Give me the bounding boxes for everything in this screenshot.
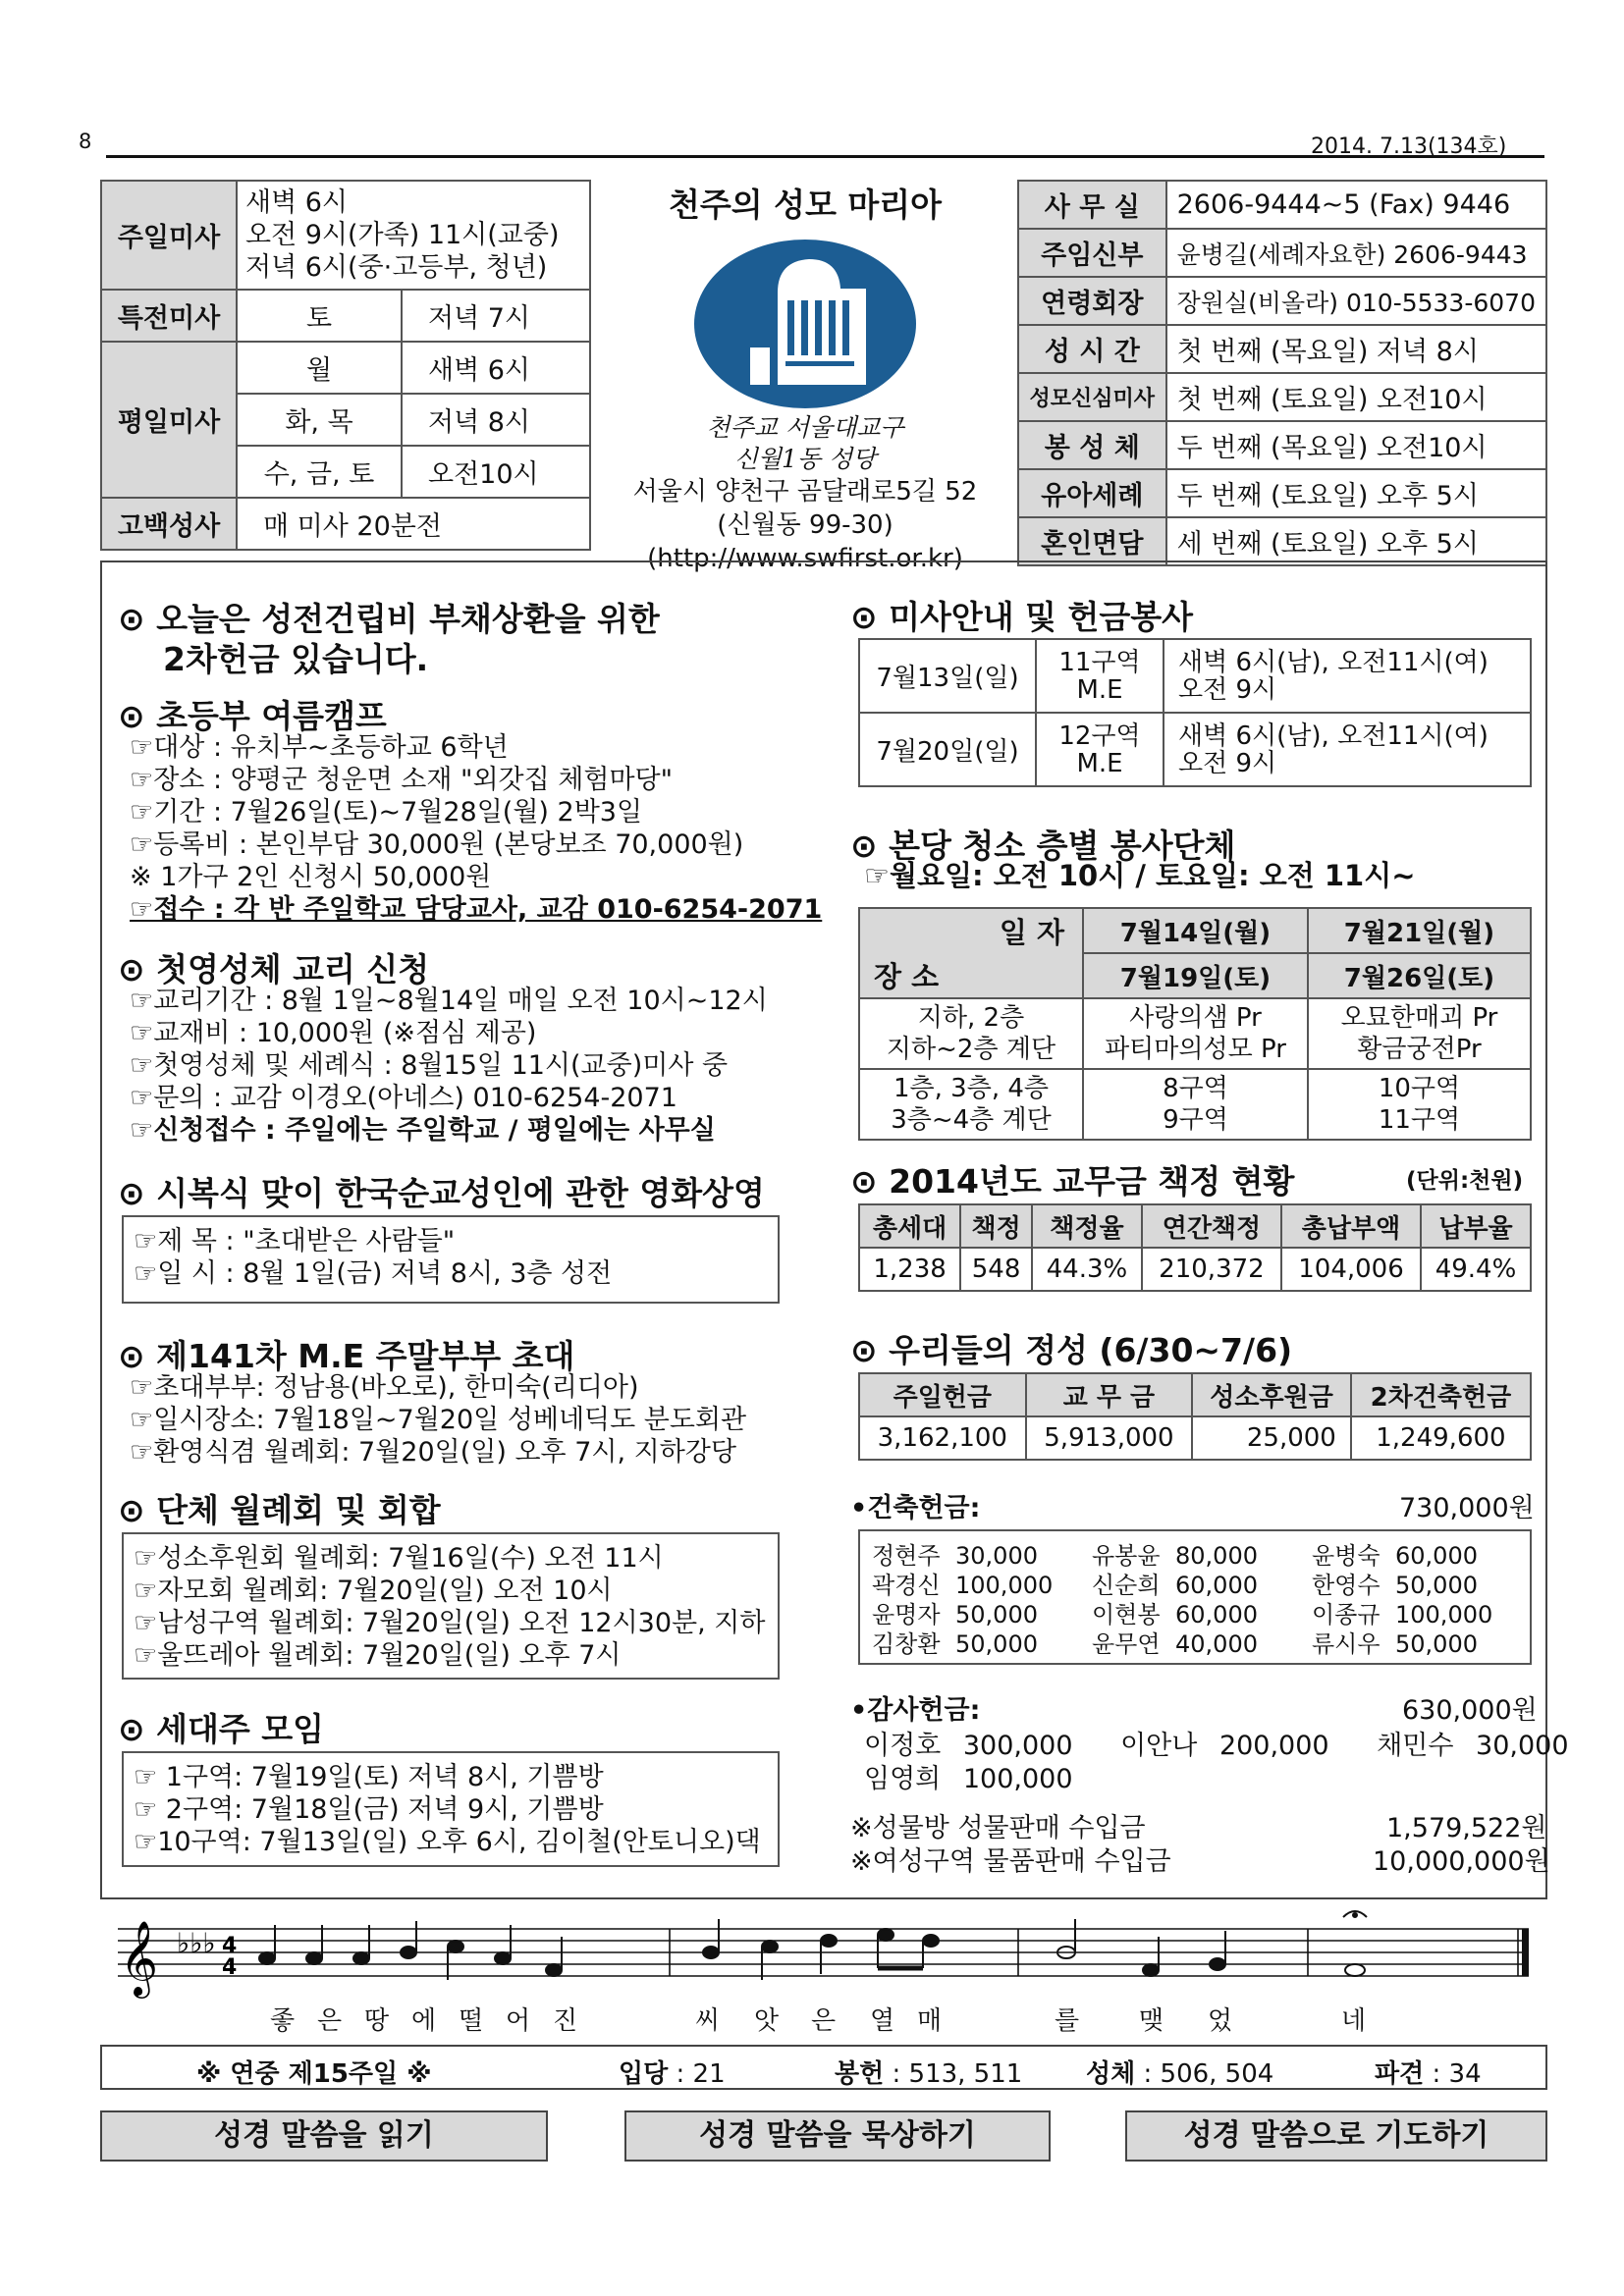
- lyric-syllable: 앗: [754, 2006, 780, 2036]
- offering-header: 교 무 금: [1026, 1373, 1193, 1416]
- liturgy-bar: [100, 2045, 1547, 2090]
- header-rule: [106, 155, 1544, 158]
- list-item: ☞일 시 : 8월 1일(금) 저녁 8시, 3층 성전: [134, 1258, 613, 1289]
- sales-label: ※성물방 성물판매 수입금: [850, 1813, 1146, 1843]
- lyric-syllable: 떨: [459, 2006, 484, 2036]
- pray-scripture-button[interactable]: 성경 말씀으로 기도하기: [1125, 2110, 1547, 2162]
- list-item: ☞첫영성체 및 세례식 : 8월15일 11시(교중)미사 중: [130, 1050, 729, 1081]
- donor-name: 이정호: [864, 1731, 942, 1761]
- mass-group: 12구역: [1058, 721, 1141, 751]
- donor-amount: 100,000: [955, 1572, 1054, 1599]
- confession-label: 고백성사: [101, 498, 237, 550]
- donor-amount: 50,000: [955, 1601, 1038, 1629]
- donor-amount: 60,000: [1175, 1601, 1258, 1629]
- cleaning-header-place: 장 소: [859, 953, 1083, 998]
- meetings-section-title: ⊙ 단체 월례회 및 회합: [118, 1491, 441, 1529]
- list-item: ☞교리기간 : 8월 1일~8월14일 매일 오전 10시~12시: [130, 986, 768, 1016]
- list-item: ☞접수 : 각 반 주일학교 담당교사, 교감 010-6254-2071: [130, 894, 823, 925]
- offering-value: 25,000: [1192, 1416, 1351, 1460]
- cleaning-group: 8구역: [1163, 1074, 1228, 1103]
- patron-title: 천주의 성모 마리아: [668, 186, 942, 224]
- cleaning-group: 10구역: [1378, 1074, 1461, 1103]
- donor-amount: 60,000: [1175, 1572, 1258, 1599]
- page-number: 8: [79, 130, 92, 153]
- mass-time: 오전 9시: [1178, 748, 1277, 778]
- contact-value: 세 번째 (토요일) 오후 5시: [1166, 517, 1546, 565]
- lyric-syllable: 에: [411, 2006, 437, 2036]
- contact-table: [1017, 180, 1547, 566]
- hymn-label: 입당: [619, 2059, 669, 2089]
- donor-name: 신순희: [1092, 1572, 1161, 1599]
- list-item: ☞남성구역 월례회: 7월20일(일) 오전 12시30분, 지하: [134, 1608, 766, 1638]
- thanks-offering-line: [864, 1763, 1073, 1795]
- camp-section-title: ⊙ 초등부 여름캠프: [118, 697, 387, 735]
- cleaning-group: 사랑의샘 Pr: [1129, 1003, 1262, 1033]
- dues-header: 총세대: [859, 1204, 960, 1248]
- contact-value: 두 번째 (토요일) 오후 5시: [1166, 469, 1546, 517]
- confession-text: 매 미사 20분전: [237, 498, 590, 550]
- donor-amount: 50,000: [1395, 1630, 1478, 1658]
- mass-date: 7월20일(일): [859, 713, 1036, 786]
- donor-name: 윤병숙: [1312, 1542, 1380, 1570]
- list-item: ☞장소 : 양평군 청운면 소재 "외갓집 체험마당": [130, 765, 674, 795]
- hymn-label: 파견: [1375, 2059, 1425, 2089]
- hymn-offertory: [835, 2054, 1022, 2090]
- hymn-label: 성체: [1086, 2059, 1136, 2089]
- offering-value: 3,162,100: [859, 1416, 1026, 1460]
- donor-amount: 100,000: [962, 1764, 1073, 1794]
- dues-header: 책정율: [1032, 1204, 1142, 1248]
- donor-name: 유봉윤: [1092, 1542, 1161, 1570]
- dues-value: 548: [960, 1248, 1032, 1291]
- meetings-section-box: [122, 1532, 780, 1680]
- mass-schedule-table: [100, 180, 591, 551]
- sales-value: 10,000,000원: [1373, 1846, 1550, 1877]
- lyric-syllable: 어: [506, 2006, 531, 2036]
- dues-unit: (단위:천원): [1406, 1168, 1524, 1194]
- cleaning-group: 파티마의성모 Pr: [1105, 1035, 1286, 1064]
- film-section-title: ⊙ 시복식 맞이 한국순교성인에 관한 영화상영: [118, 1174, 765, 1212]
- time-signature: 4: [222, 1955, 238, 1980]
- cleaning-date: 7월14일(월): [1083, 908, 1308, 953]
- music-notes: [259, 1911, 1367, 1980]
- contact-value: 첫 번째 (목요일) 저녁 8시: [1166, 325, 1546, 373]
- read-scripture-button[interactable]: 성경 말씀을 읽기: [100, 2110, 548, 2162]
- weekday-day: 화, 목: [237, 394, 402, 446]
- donor-name: 이안나: [1120, 1731, 1198, 1761]
- parish-signature: [614, 412, 997, 475]
- dues-table: [858, 1203, 1532, 1292]
- mass-group: M.E: [1076, 748, 1123, 778]
- signature-line: 신월1동 성당: [733, 445, 877, 473]
- cleaning-date: 7월21일(월): [1308, 908, 1531, 953]
- treble-clef-icon: 𝄞: [120, 1920, 159, 1996]
- list-item: ☞등록비 : 본인부담 30,000원 (본당보조 70,000원): [130, 829, 744, 860]
- household-section-title: ⊙ 세대주 모임: [118, 1710, 325, 1748]
- thanks-offering-label: •감사헌금:: [850, 1695, 981, 1726]
- cleaning-table: [858, 907, 1532, 1141]
- offering-table: [858, 1372, 1532, 1461]
- contact-value: 장원실(비올라) 010-5533-6070: [1166, 277, 1546, 325]
- cleaning-group: 오묘한매괴 Pr: [1340, 1003, 1498, 1033]
- contact-label: 주임신부: [1018, 229, 1166, 277]
- lyric-syllable: 진: [553, 2006, 578, 2036]
- offering-header: 성소후원금: [1192, 1373, 1351, 1416]
- lyric-syllable: 좋: [270, 2006, 296, 2036]
- lyric-syllable: 었: [1208, 2006, 1233, 2036]
- notice-title: 2차헌금 있습니다.: [163, 640, 429, 678]
- mass-guide-table: [858, 638, 1532, 787]
- hymn-label: 봉헌: [835, 2059, 885, 2089]
- contact-label: 성모신심미사: [1018, 373, 1166, 421]
- weekday-time: 새벽 6시: [402, 342, 590, 394]
- donor-amount: 100,000: [1395, 1601, 1493, 1629]
- hymn-entrance: [619, 2054, 726, 2090]
- donor-column: [1092, 1541, 1258, 1659]
- contact-value: 첫 번째 (토요일) 오전10시: [1166, 373, 1546, 421]
- list-item: ☞ 1구역: 7월19일(토) 저녁 8시, 기쁨방: [134, 1762, 604, 1792]
- building-fund-box: [858, 1529, 1532, 1665]
- contact-label: 연령회장: [1018, 277, 1166, 325]
- list-item: ☞10구역: 7월13일(일) 오후 6시, 김이철(안토니오)댁: [134, 1827, 761, 1857]
- list-item: ☞울뜨레아 월례회: 7월20일(일) 오후 7시: [134, 1640, 622, 1671]
- building-fund-total: 730,000원: [1399, 1493, 1535, 1523]
- church-emblem-icon: [691, 238, 919, 410]
- cleaning-place: 지하~2층 계단: [886, 1035, 1056, 1064]
- donor-name: 이종규: [1312, 1601, 1380, 1629]
- list-item: ☞신청접수 : 주일에는 주일학교 / 평일에는 사무실: [130, 1115, 716, 1146]
- special-mass-day: 토: [237, 290, 402, 342]
- weekday-time: 오전10시: [402, 446, 590, 498]
- signature-line: 천주교 서울대교구: [706, 413, 904, 442]
- website-link[interactable]: (http://www.swfirst.or.kr): [647, 544, 963, 573]
- sunday-time-1: 새벽 6시: [245, 187, 349, 218]
- sunday-week: ※ 연중 제15주일 ※: [196, 2059, 432, 2089]
- donor-name: 류시우: [1312, 1630, 1380, 1658]
- donor-amount: 300,000: [962, 1731, 1073, 1761]
- communion-section-list: [130, 985, 768, 1147]
- list-item: ☞초대부부: 정남용(바오로), 한미숙(리디아): [130, 1372, 639, 1403]
- camp-section-list: [130, 731, 822, 926]
- special-mass-time: 저녁 7시: [402, 290, 590, 342]
- lyric-syllable: 맺: [1139, 2006, 1164, 2036]
- donor-amount: 60,000: [1395, 1542, 1478, 1570]
- dues-value: 44.3%: [1032, 1248, 1142, 1291]
- list-item: ☞성소후원회 월례회: 7월16일(수) 오전 11시: [134, 1543, 664, 1574]
- donor-name: 윤명자: [872, 1601, 941, 1629]
- lyric-syllable: 네: [1341, 2006, 1367, 2036]
- mass-date: 7월13일(일): [859, 639, 1036, 713]
- offering-value: 5,913,000: [1026, 1416, 1193, 1460]
- cleaning-header-date: 일 자: [859, 908, 1083, 953]
- notice-title: ⊙ 오늘은 성전건립비 부채상환을 위한: [118, 600, 660, 638]
- cleaning-group: 황금궁전Pr: [1357, 1035, 1482, 1064]
- cleaning-group: 9구역: [1163, 1105, 1228, 1135]
- donor-name: 정현주: [872, 1542, 941, 1570]
- list-item: ☞교재비 : 10,000원 (※점심 제공): [130, 1018, 537, 1048]
- cleaning-place: 지하, 2층: [917, 1003, 1025, 1033]
- donor-amount: 200,000: [1218, 1731, 1329, 1761]
- sunday-mass-label: 주일미사: [101, 181, 237, 290]
- list-item: ☞ 2구역: 7월18일(금) 저녁 9시, 기쁨방: [134, 1794, 604, 1825]
- flat-sign-icon: ♭♭♭: [177, 1927, 216, 1959]
- mass-time: 새벽 6시(남), 오전11시(여): [1178, 647, 1489, 677]
- contact-value: 윤병길(세례자요한) 2606-9443: [1166, 229, 1546, 277]
- sales-value: 1,579,522원: [1386, 1813, 1547, 1843]
- donor-amount: 30,000: [955, 1542, 1038, 1570]
- donor-name: 이현봉: [1092, 1601, 1161, 1629]
- hymn-number: : 513, 511: [892, 2059, 1023, 2089]
- donor-column: [1312, 1541, 1493, 1659]
- lyric-syllable: 땅: [364, 2006, 390, 2036]
- mass-group: M.E: [1076, 674, 1123, 705]
- time-signature: 4: [222, 1934, 238, 1958]
- address-line: (신월동 99-30): [717, 510, 893, 540]
- contact-value: 2606-9444~5 (Fax) 9446: [1166, 181, 1546, 229]
- donor-name: 윤무연: [1092, 1630, 1161, 1658]
- hymn-number: : 34: [1432, 2059, 1482, 2089]
- cleaning-title: ⊙ 본당 청소 층별 봉사단체: [850, 827, 1236, 865]
- cleaning-date: 7월19일(토): [1083, 953, 1308, 998]
- list-item: ☞일시장소: 7월18일~7월20일 성베네딕도 분도회관: [130, 1405, 747, 1435]
- sunday-time-3: 저녁 6시(중·고등부, 청년): [245, 252, 548, 283]
- lyric-syllable: 열: [870, 2006, 895, 2036]
- address-line: 서울시 양천구 곰달래로5길 52: [632, 477, 978, 507]
- cleaning-group: 11구역: [1378, 1105, 1461, 1135]
- mass-guide-title: ⊙ 미사안내 및 헌금봉사: [850, 598, 1194, 636]
- weekday-time: 저녁 8시: [402, 394, 590, 446]
- donor-name: 한영수: [1312, 1572, 1380, 1599]
- dues-header: 총납부액: [1281, 1204, 1421, 1248]
- donor-amount: 80,000: [1175, 1542, 1258, 1570]
- household-section-box: [122, 1751, 780, 1867]
- dues-value: 1,238: [859, 1248, 960, 1291]
- list-item: ☞제 목 : "초대받은 사람들": [134, 1226, 456, 1256]
- donor-column: [872, 1541, 1054, 1659]
- list-item: ※ 1가구 2인 신청시 50,000원: [130, 862, 492, 892]
- cleaning-place: 1층, 3층, 4층: [893, 1074, 1050, 1103]
- mass-group: 11구역: [1058, 647, 1141, 677]
- dues-header: 납부율: [1421, 1204, 1531, 1248]
- lyric-syllable: 매: [917, 2006, 943, 2036]
- weekday-day: 월: [237, 342, 402, 394]
- thanks-offering-total: 630,000원: [1402, 1695, 1538, 1726]
- list-item: ☞대상 : 유치부~초등하교 6학년: [130, 732, 509, 763]
- me-section-title: ⊙ 제141차 M.E 주말부부 초대: [118, 1337, 575, 1375]
- donor-name: 김창환: [872, 1630, 941, 1658]
- cleaning-subtitle: ☞월요일: 오전 10시 / 토요일: 오전 11시~: [864, 859, 1416, 892]
- mass-time: 새벽 6시(남), 오전11시(여): [1178, 721, 1489, 751]
- offering-title: ⊙ 우리들의 정성 (6/30~7/6): [850, 1331, 1293, 1369]
- donor-name: 채민수: [1377, 1731, 1454, 1761]
- lyric-syllable: 은: [811, 2006, 837, 2036]
- offering-value: 1,249,600: [1351, 1416, 1531, 1460]
- contact-label: 사 무 실: [1018, 181, 1166, 229]
- me-section-list: [130, 1371, 746, 1468]
- lyric-syllable: 를: [1055, 2006, 1080, 2036]
- issue-date: 2014. 7.13(134호): [1311, 134, 1507, 159]
- contact-label: 혼인면담: [1018, 517, 1166, 565]
- donor-amount: 40,000: [1175, 1630, 1258, 1658]
- thanks-offering-line: [864, 1730, 1569, 1762]
- list-item: ☞기간 : 7월26일(토)~7월28일(월) 2박3일: [130, 797, 643, 828]
- sunday-time-2: 오전 9시(가족) 11시(교중): [245, 220, 560, 250]
- list-item: ☞환영식겸 월례회: 7월20일(일) 오후 7시, 지하강당: [130, 1437, 736, 1468]
- hymn-dismissal: [1375, 2054, 1482, 2090]
- communion-section-title: ⊙ 첫영성체 교리 신청: [118, 950, 430, 988]
- lyric-syllable: 은: [317, 2006, 343, 2036]
- donor-name: 임영희: [864, 1764, 942, 1794]
- dues-value: 210,372: [1142, 1248, 1281, 1291]
- contact-value: 두 번째 (목요일) 오전10시: [1166, 421, 1546, 469]
- contact-label: 성 시 간: [1018, 325, 1166, 373]
- sales-label: ※여성구역 물품판매 수입금: [850, 1846, 1171, 1877]
- mass-time: 오전 9시: [1178, 674, 1277, 705]
- special-mass-label: 특전미사: [101, 290, 237, 342]
- cleaning-place: 3층~4층 계단: [891, 1105, 1052, 1135]
- dues-header: 책정: [960, 1204, 1032, 1248]
- parish-header: [614, 180, 997, 575]
- contact-label: 유아세례: [1018, 469, 1166, 517]
- hymn-number: : 21: [676, 2059, 726, 2089]
- dues-value: 104,006: [1281, 1248, 1421, 1291]
- donor-amount: 30,000: [1476, 1731, 1569, 1761]
- dues-value: 49.4%: [1421, 1248, 1531, 1291]
- meditate-scripture-button[interactable]: 성경 말씀을 묵상하기: [624, 2110, 1051, 2162]
- weekday-day: 수, 금, 토: [237, 446, 402, 498]
- lyric-syllable: 씨: [695, 2006, 721, 2036]
- contact-label: 봉 성 체: [1018, 421, 1166, 469]
- film-section-box: [122, 1215, 780, 1304]
- offering-header: 주일헌금: [859, 1373, 1026, 1416]
- offering-header: 2차건축헌금: [1351, 1373, 1531, 1416]
- weekday-mass-label: 평일미사: [101, 342, 237, 498]
- donor-name: 곽경신: [872, 1572, 941, 1599]
- hymn-communion: [1086, 2054, 1273, 2090]
- dues-header: 연간책정: [1142, 1204, 1281, 1248]
- donor-amount: 50,000: [1395, 1572, 1478, 1599]
- dues-title: ⊙ 2014년도 교무금 책정 현황: [850, 1162, 1295, 1201]
- cleaning-date: 7월26일(토): [1308, 953, 1531, 998]
- list-item: ☞자모회 월례회: 7월20일(일) 오전 10시: [134, 1575, 613, 1606]
- building-fund-label: •건축헌금:: [850, 1493, 981, 1523]
- hymn-number: : 506, 504: [1143, 2059, 1274, 2089]
- donor-amount: 50,000: [955, 1630, 1038, 1658]
- list-item: ☞문의 : 교감 이경오(아네스) 010-6254-2071: [130, 1083, 677, 1113]
